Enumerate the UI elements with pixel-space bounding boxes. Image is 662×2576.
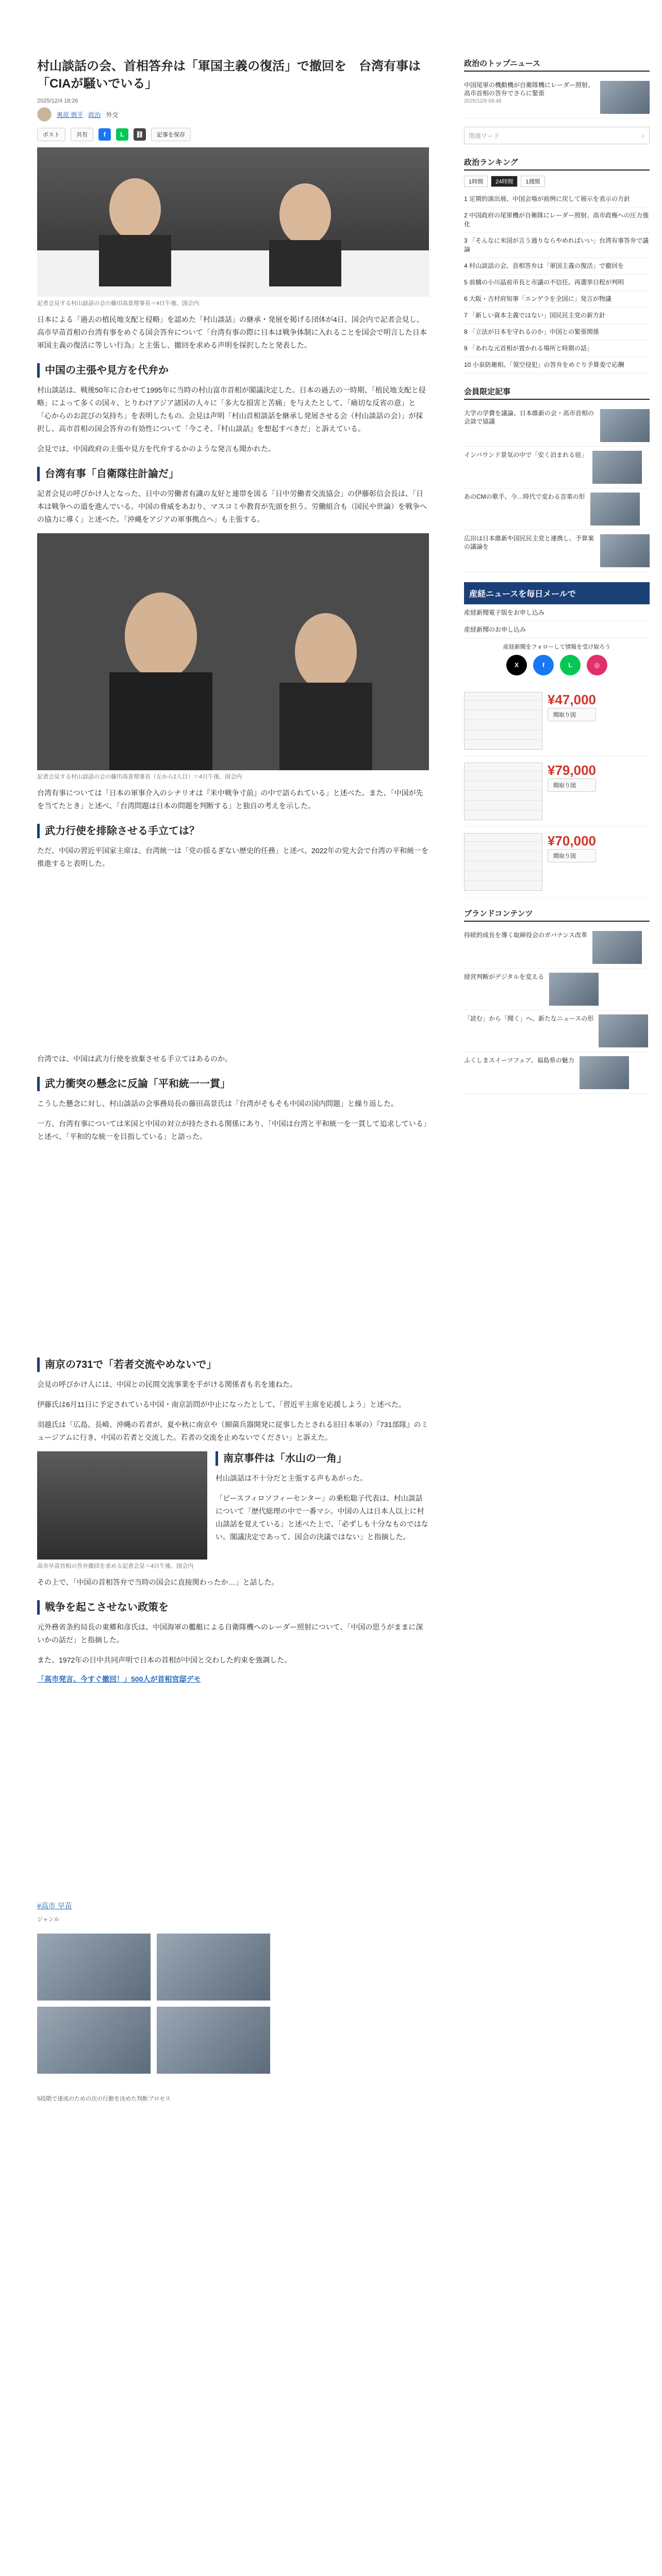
recommend-thumb[interactable]	[37, 1934, 151, 2001]
paragraph: 一方、台湾有事については米国と中国の対立が持たされる関係にあり、「中国は台湾と平和統一を一貫して追求している」と述べ、「平和的な統一を目指している」と語った。	[37, 1120, 427, 1141]
house-item[interactable]	[464, 686, 650, 756]
author-avatar	[37, 107, 52, 122]
tag-link[interactable]: #高市 早苗	[37, 1902, 72, 1910]
promo-text: 広田は日本維新や国民民主党と連携し、予算案の議論を	[464, 535, 594, 550]
floor-plan	[464, 692, 542, 750]
section-heading: 中国の主張や見方を代弁か	[37, 363, 429, 378]
promo-text: インバウンド景気の中で「安く泊まれる宿」	[464, 451, 588, 459]
paragraph: 台湾有事については「日本の軍事介入のシナリオは『米中戦争寸前』の中で語られている」と述べた。また、「中国が先を当てたとき」と述べ、「台湾問題は日本の問題を判断する」と独自の考えを示した。	[37, 789, 423, 810]
house-detail-button[interactable]: 間取り図	[548, 708, 596, 721]
members-title: 会員限定記事	[464, 386, 650, 400]
paragraph: 会見の呼びかけ人には、中国との民間交流事業を手がける関係者も名を連ねた。	[37, 1380, 297, 1388]
promo-item[interactable]	[464, 488, 650, 530]
ranking-tabs	[464, 176, 650, 187]
promo-thumb	[600, 409, 650, 442]
paragraph: 会見では、中国政府の主張や見方を代弁するかのような発言も聞かれた。	[37, 445, 275, 453]
housing-section	[464, 686, 650, 897]
article-main	[37, 58, 429, 2103]
bottom-note: 5段階で達成のための次の行動を決めた判断プロセス	[37, 2096, 171, 2102]
article-photo-1	[37, 147, 429, 297]
topic-thumb	[600, 81, 650, 114]
recommend-thumb[interactable]	[157, 2007, 270, 2074]
section-heading: 武力衝突の懸念に反論「平和統一一貫」	[37, 1077, 429, 1091]
tab-1w[interactable]: 1週間	[521, 176, 544, 187]
brand-item[interactable]	[464, 1052, 650, 1094]
line-icon[interactable]: L	[116, 128, 128, 141]
section-heading: 戦争を起こさせない政策を	[37, 1600, 429, 1615]
house-price: ¥47,000	[548, 692, 596, 707]
save-article-button[interactable]: 記事を保存	[151, 128, 191, 141]
link-icon[interactable]: ⛓	[134, 128, 146, 141]
search-input[interactable]: 関連ワード	[469, 132, 500, 140]
topic-date: 2025/12/8 09:48	[464, 98, 502, 104]
floor-plan	[464, 833, 542, 891]
ranking-item[interactable]: 1 定期的演出展、中国会場が前例に戻して展示を表示の方針	[464, 191, 650, 208]
promo-thumb	[590, 493, 640, 526]
paragraph: 羽越氏は「広島、長崎、沖縄の若者が、夏や秋に南京や（細菌兵器開発に従事したとされる旧日本軍の）『731部隊』のミュージアムに行き、中国の若者と交流した。若者の交流を止めないでください」と訴えた。	[37, 1420, 428, 1442]
house-price: ¥79,000	[548, 762, 596, 778]
section-heading: 武力行使を排除させる手立ては？	[37, 824, 429, 838]
recommend-thumb[interactable]	[157, 1934, 270, 2001]
sidebar	[464, 58, 650, 1094]
post-button[interactable]: ポスト	[37, 128, 65, 141]
brand-item[interactable]	[464, 1010, 650, 1052]
topic-item[interactable]	[464, 77, 650, 118]
line-icon[interactable]: L	[560, 655, 581, 675]
brand-text: ふくしまスイーツフェア、福島県の魅力	[464, 1057, 574, 1064]
promo-item[interactable]	[464, 405, 650, 447]
house-detail-button[interactable]: 間取り図	[548, 778, 596, 792]
topic-headline: 中国尾軍の機動機が自衛隊機にレーダー照射。高市首相の答弁でさらに緊張	[464, 81, 594, 97]
ranking-list	[464, 191, 650, 374]
facebook-icon[interactable]: f	[533, 655, 554, 675]
share-toolbar	[37, 128, 429, 141]
ranking-item[interactable]: 8 「立法が日本を守れるのか」中国との緊張関係	[464, 324, 650, 341]
search-box[interactable]	[464, 127, 650, 144]
paragraph: 伊藤氏は6月11日に予定されている中国・南京訪問が中止になったとして、「習近平主席を応援しよう」と述べた。	[37, 1400, 406, 1409]
house-item[interactable]	[464, 827, 650, 897]
paragraph: 「ピースフィロソフィーセンター」の乗松聡子代表は、村山談話について「歴代総理の中で一番マシ。中国の人は日本人以上に村山談話を覚えている」と述べた上で、「必ずしも十分なものではない。閣議決定であって、国会の決議ではない」と指摘した。	[216, 1494, 428, 1541]
press-conference-image-2	[37, 533, 429, 770]
follow-label: 産経新聞をフォローして情報を受け取ろう	[503, 644, 611, 650]
paragraph: 記者会見の呼びかけ人となった、日中の労働者有識の友好と連帯を図る「日中労働者交流協会」の伊藤彰信会長は、「日本は戦争への道を進んでいる。中国の脅威をあおり、マスコミや教育が先頭を担う。労働組合も（国民や世論）を戦争への協力に導く」と述べた。「沖縄をアジアの軍事拠点へ」も主張する。	[37, 489, 427, 523]
brand-thumb	[599, 1014, 648, 1047]
ranking-item[interactable]: 7 「新しい資本主義ではない」国民民主党の新方針	[464, 308, 650, 324]
floor-plan	[464, 762, 542, 820]
ranking-item[interactable]: 2 中国政府の尾軍機が自衛隊にレーダー照射。高市政権への圧力強化	[464, 208, 650, 233]
brand-item[interactable]	[464, 927, 650, 969]
subsection-link[interactable]: 外交	[106, 111, 119, 118]
newsletter-link-1[interactable]: 産経新聞電子版をお申し込み	[464, 604, 650, 621]
search-icon[interactable]: ⌕	[641, 131, 645, 139]
brand-thumb	[592, 931, 642, 964]
promo-text: あのCMの歌手、今…時代で変わる音楽の形	[464, 493, 585, 500]
recommend-grid	[37, 1934, 429, 2074]
ranking-item[interactable]: 4 村山談話の会、首相答弁は「軍国主義の復活」で撤回を	[464, 258, 650, 275]
newsletter-banner[interactable]: 産経ニュースを毎日メールで	[464, 582, 650, 604]
social-icons	[464, 655, 650, 675]
promo-thumb	[600, 534, 650, 567]
article-title: 村山談話の会、首相答弁は「軍国主義の復活」で撤回を 台湾有事は「CIAが騒いでいる」	[37, 59, 421, 91]
article-photo-2	[37, 533, 429, 770]
paragraph: ただ、中国の習近平国家主席は、台湾統一は「党の揺るぎない歴史的任務」と述べ、2022年の党大会で台湾の平和統一を推進すると表明した。	[37, 846, 429, 868]
photo-caption-2: 記者会見する村山談話の会の藤田高景理事長（左から2人目）＝4日午後、国会内	[37, 774, 242, 780]
paragraph: 村山談話は、戦後50年に合わせて1995年に当時の村山富市首相が閣議決定した。日本の過去の一時期、「植民地支配と侵略」によって多くの国々、とりわけアジア諸国の人々に「多大な損害と苦痛」を与えたとして、「痛切な反省の意」と「心からのお詫びの気持ち」を表明したもの。会見は声明「村山首相談話を継承し発展させる会（村山談話の会）」が採択し、高市首相の国会答弁の有効性について「今こそ、『村山談話』を想起すべきだ」と訴えている。	[37, 386, 426, 433]
house-detail-button[interactable]: 間取り図	[548, 849, 596, 862]
paragraph: また、1972年の日中共同声明で日本の首相が中国と交わした約束を強調した。	[37, 1656, 292, 1664]
topics-title: 政治のトップニュース	[464, 58, 650, 72]
inline-photo-section	[37, 1451, 429, 1576]
newsletter-link-2[interactable]: 産経新聞のお申し込み	[464, 621, 650, 638]
ad-space	[37, 1150, 429, 1346]
promo-item[interactable]	[464, 530, 650, 572]
paragraph: こうした懸念に対し、村山談話の会事務局長の藤田高景氏は「台湾がそもそも中国の国内問題」と繰り返した。	[37, 1099, 398, 1108]
spacer	[37, 1684, 429, 1901]
tab-24h[interactable]: 24時間	[491, 176, 518, 187]
paragraph: 日本による「過去の植民地支配と侵略」を認めた「村山談話」の継承・発展を掲げる団体が4日、国会内で記者会見し、高市早苗首相の台湾有事をめぐる国会答弁について「台湾有事の際に日本は戦争体制に入れることを国会で明言した日本軍国主義の復活に等しい行為」と主張し、撤回を求める声明を採択したと発表した。	[37, 315, 427, 349]
section-heading: 南京の731で「若者交流やめないで」	[37, 1358, 429, 1372]
share-button[interactable]: 共有	[71, 128, 93, 141]
x-icon[interactable]: X	[506, 655, 527, 675]
section-link[interactable]: 政治	[88, 111, 101, 118]
promo-text: 大学の学費を議論、日本維新の会・高市首相の会談で協議	[464, 410, 594, 425]
ranking-item[interactable]: 6 大阪・吉村府知事「エンゲラを全国に」発言が物議	[464, 291, 650, 308]
instagram-icon[interactable]: ◎	[587, 655, 607, 675]
photo-caption-3: 高市早苗首相の答弁撤回を求める記者会見＝4日午後、国会内	[37, 1563, 194, 1569]
article-date: 2025/12/4 18:26	[37, 98, 78, 104]
brand-thumb	[549, 973, 599, 1006]
paragraph: その上で、「中国の首相答弁で当時の国会に直接関わったか…」と話した。	[37, 1578, 279, 1586]
ranking-item[interactable]: 3 「そんなに米国が言う通りならやめればいい」台湾有事答弁で議論	[464, 233, 650, 258]
facebook-icon[interactable]: f	[98, 128, 111, 141]
ranking-item[interactable]: 9 「あれな元首相が置かれる場所と時期の話」	[464, 341, 650, 357]
recommend-thumb[interactable]	[37, 2007, 151, 2074]
author-link[interactable]: 奥原 慎平	[57, 111, 84, 118]
ranking-item[interactable]: 10 小泉防衛相、「領空侵犯」の答弁をめぐり予算委で応酬	[464, 357, 650, 374]
photo-caption-1: 記者会見する村山談話の会の藤田高景理事長＝4日午後、国会内	[37, 300, 200, 307]
article-photo-3	[37, 1451, 207, 1560]
promo-thumb	[592, 451, 642, 484]
brand-title: ブランドコンテンツ	[464, 908, 650, 922]
brand-item[interactable]	[464, 969, 650, 1010]
brand-thumb	[580, 1056, 629, 1089]
promo-item[interactable]	[464, 447, 650, 488]
ranking-item[interactable]: 5 前橋の小川晶前市長と市議の不信任。再選挙日程が判明	[464, 275, 650, 291]
paragraph: 台湾では、中国は武力行使を放棄させる手立てはあるのか。	[37, 1055, 232, 1063]
ad-space	[37, 877, 429, 1053]
paragraph: 元外務省条約局長の東郷和彦氏は、中国海軍の艦艇による自衛隊機へのレーダー照射について、「中国の思うがままに深いかの話だ」と指摘した。	[37, 1623, 423, 1644]
paragraph: 村山談話は不十分だと主張する声もあがった。	[216, 1474, 367, 1482]
brand-text: 「読む」から「聞く」へ、新たなニュースの形	[464, 1015, 594, 1022]
topic-text	[464, 81, 595, 114]
byline	[37, 107, 429, 122]
related-article-link[interactable]: 「高市発言、今すぐ撤回！」500人が首相官邸デモ	[37, 1675, 201, 1683]
house-price: ¥70,000	[548, 833, 596, 849]
tab-1h[interactable]: 1時間	[464, 176, 488, 187]
section-heading: 台湾有事「自衛隊往計論だ」	[37, 467, 429, 481]
brand-text: 経営判断がデジタルを変える	[464, 973, 544, 980]
ranking-title: 政治ランキング	[464, 157, 650, 171]
section-heading: 南京事件は「水山の一角」	[216, 1451, 429, 1466]
house-item[interactable]	[464, 756, 650, 827]
genre-label: ジャンル	[37, 1917, 60, 1923]
brand-text: 持続的成長を導く取締役会のガバナンス改革	[464, 931, 588, 939]
press-conference-image	[37, 147, 429, 297]
